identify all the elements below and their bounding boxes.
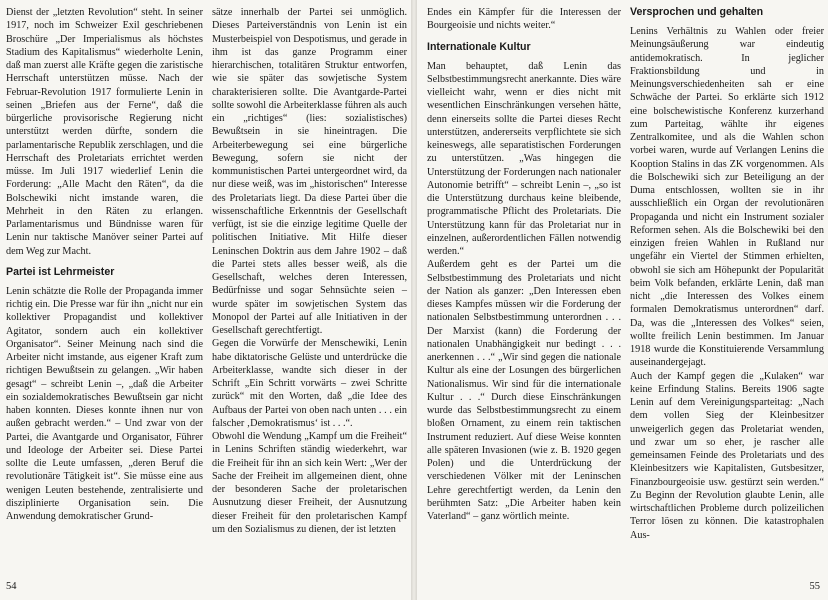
paragraph: Gegen die Vorwürfe der Menschewiki, Lenin habe diktatorische Gelüste und unterdrücke die Arbeiterklasse, wandte sich dieser in der Schrift „Ein Schritt vorwärts – zwei Schritte zurück“ mit den Worten, daß „die Idee des Aufbaus der Partei von oben nach unten . . . ein falscher ‚Demokratismus‘ ist . . .“. [212, 338, 407, 429]
paragraph: Endes ein Kämpfer für die Interessen der Bourgeoisie und nichts weiter.“ [427, 7, 621, 32]
paragraph: Lenins Verhältnis zu Wahlen oder freier Meinungsäußerung war eindeutig antidemokratisch. In jeglicher Fraktionsbildung und in Meinungsverschiedenheiten sah er eine Schwäche der Partei. So erklärte sich 1912 eine bolschewistische Konferenz kurzerhand zum Parteitag, wählte ihr eigenes Zentralkomitee, und als die Wahlen schon vorbei waren, wurde auf Verlangen Lenins die Kooption Stalins in das ZK vorgenommen. Als die Bolschewiki sich zur Beteiligung an der Duma entschlossen, wollten sie in ihr ausschließlich ein Organ der revolutionären Propaganda und nicht ein Instrument sozialer Reformen sehen. Als die Bolschewiki bei den einzigen freien Wahlen in Rußland nur ungefähr ein Viertel der Stimmen erhielten, obwohl sie sich am Höhepunkt der Popularität beim Volk befanden, erklärte Lenin, daß man nicht „die Interessen des Volkes einem formalen Demokratismus unterordnen“ darf. Da, was die „Interessen des Volkes“ seien, wollte freilich Lenin bestimmen. Im Januar 1918 wurde die Konstituierende Versammlung auseinandergejagt. [630, 26, 824, 369]
paragraph: sätze innerhalb der Partei sei unmöglich. Dieses Parteiverständnis von Lenin ist ein Musterbeispiel von Despotismus, und gerade in ihm ist das ganze Programm einer hierarchischen, totalitären Struktur entworfen, wie sie später das sowjetische System charakterisieren sollte. Die Avantgarde-Partei sollte sowohl die Arbeiterklasse führen als auch ein „richtiges“ (lies: sozialistisches) Bewußtsein in sie hineintragen. Die Arbeiterbewegung sei eine bürgerliche Bewegung, sofern sie nicht der kommunistischen Partei untergeordnet wird, da nur diese weiß, was im „historischen“ Interesse des Proletariats liegt. Da diese Partei über die wissenschaftliche Erkenntnis der Gesellschaft verfügt, ist sie die einzige legitime Quelle der politischen Initiative. Mit Hilfe dieser Leninschen Doktrin aus dem Jahre 1902 – daß die Partei stets alles besser weiß, als die Gesellschaft, welches deren Interessen, Bedürfnisse und sogar Sehnsüchte seien – wurde später im sowjetischen System das Monopol der Partei auf alle Initiativen in der Gesellschaft gerechtfertigt. [212, 7, 407, 336]
paragraph: Lenin schätzte die Rolle der Propaganda immer richtig ein. Die Presse war für ihn „nicht nur ein kollektiver Propagandist und kollektiver Agitator, sondern auch ein kollektiver Organisator“. Seiner Meinung nach sind die Arbeiter nicht imstande, aus eigener Kraft zum richtigen Bewußtsein zu gelangen. „Wir haben gesagt“ – schreibt Lenin –, „daß die Arbeiter ein sozialdemokratisches Bewußtsein gar nicht haben konnten. Dieses konnte ihnen nur von außen gebracht werden.“ – Und zwar von der Partei, die Avantgarde und Organisator, Führer und Ideologe der Arbeiter sei. Diese Partei sollte die Leute umfassen, „deren Beruf die revolutionäre Tätigkeit ist“. Sie müsse eine aus wenigen Leuten bestehende, zentralisierte und disziplinierte Organisation sein. Die Anwendung demokratischer Grund- [6, 285, 203, 522]
right-column-1 [427, 6, 621, 523]
section-heading: Internationale Kultur [427, 40, 531, 53]
left-page [0, 0, 411, 600]
left-column-2 [212, 6, 407, 536]
section-heading: Versprochen und gehalten [630, 6, 764, 18]
page-number: 55 [809, 581, 820, 592]
paragraph: Dienst der „letzten Revolution“ steht. In seiner 1917, noch im Schweizer Exil geschriebenen Broschüre „Der Imperialismus als höchstes Stadium des Kapitalismus“ wiederholte Lenin, daß man zuerst alle Kräfte gegen die zaristische Herrschaft unterstützen müsse. Nach der Februar-Revolution 1917 formulierte Lenin in seinen „Briefen aus der Ferne“, daß die bürgerliche provisorische Regierung nicht unterstützt werden dürfte, sondern die parlamentarische Republik zerschlagen, und die Herrschaft des Proletariats errichtet werden müsse. Im Juli 1917 wiederlief Lenin die Forderung: „Alle Macht den Räten“, da die Bolschewiki nicht imstande waren, die Mehrheit in den Räten zu erlangen. Parlamentarismus und Bündnisse waren für Lenin nur taktische Manöver seiner Partei auf dem Weg zur Macht. [6, 7, 203, 257]
section-heading: Partei ist Lehrmeister [6, 265, 115, 278]
paragraph: Man behauptet, daß Lenin das Selbstbestimmungsrecht anerkannte. Dies wäre vielleicht wahr, wenn er dies nicht mit wesentlichen Einschränkungen versehen hätte, denn einerseits sollte die Partei dieses Recht unterstützen, andererseits verpflichtete sie sich keineswegs, alle separatistischen Forderungen zu unterstützen. „Was hingegen die Unterstützung der Forderungen nach nationaler Autonomie betrifft“ – schreibt Lenin –, „so ist die Unterstützung durchaus keine bleibende, programmatische Pflicht des Proletariats. Die Unterstützung kann für das Proletariat nur in einzelnen, außerordentlichen Fällen notwendig werden.“ [427, 60, 621, 257]
right-column-2 [630, 6, 824, 542]
left-column-1 [6, 6, 203, 523]
paragraph: Auch der Kampf gegen die „Kulaken“ war keine Erfindung Stalins. Bereits 1906 sagte Lenin auf dem Vereinigungsparteitag: „Nach dem vollen Sieg der Kleinbesitzer unweigerlich gegen das Proletariat wenden, und zwar um so eher, je rascher alle gemeinsamen Feinde des Proletariats und des Kleinbesitzers wie Kapitalisten, Gutsbesitzer, Finanzbourgeoisie usw. gestürzt sein werden.“ Zu Beginn der Revolution glaubte Lenin, alle wirtschaftlichen Probleme durch polizeilichen Terror lösen zu können. Die katastrophalen Aus- [630, 370, 824, 541]
page-number: 54 [6, 581, 17, 592]
right-page [417, 0, 828, 600]
paragraph: Außerdem geht es der Partei um die Selbstbestimmung des Proletariats und nicht der Nation als ganzer: „Den Interessen eben dieses Kampfes müssen wir die Forderung der nationalen Selbstbestimmung unterordnen . . . Der Marxist (kann) die Forderung der nationalen Unabhängigkeit nur bedingt . . . anerkennen . . .“ „Wir sind gegen die nationale Kultur als eine der Losungen des bürgerlichen Nationalismus. Wir sind für die internationale Kultur . . .“ Durch diese Einschränkungen wurde das Selbstbestimmungsrecht zu einem bloßen Ornament, zu einem rein taktischen Instrument reduziert. Auf diese Weise konnten alle späteren Invasionen (wie z. B. 1920 gegen Polen) und die Unterdrückung der verschiedenen Völker mit der Leninschen Lehre gerechtfertigt werden, da Lenin den berühmten Satz: „Die Arbeiter haben kein Vaterland“ – ganz wörtlich meinte. [427, 259, 621, 522]
paragraph: Obwohl die Wendung „Kampf um die Freiheit“ in Lenins Schriften ständig wiederkehrt, war die Freiheit für ihn an sich kein Wert: „Wer der Sache der Freiheit im allgemeinen dient, ohne der besonderen Sache der proletarischen Ausnutzung dieser Freiheit, der Ausnutzung dieser Freiheit für den proletarischen Kampf um den Sozialismus zu dienen, der ist letzten [212, 431, 407, 535]
